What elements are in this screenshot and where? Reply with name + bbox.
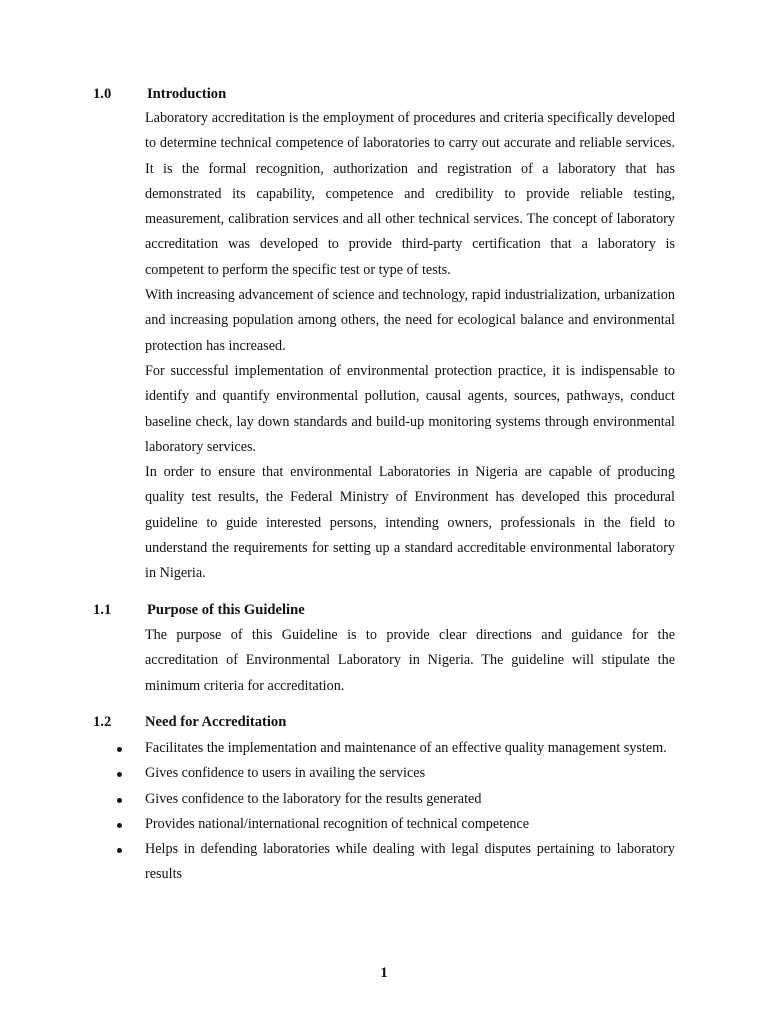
list-item [93,761,675,786]
list-item-text: Helps in defending laboratories while dealing with legal disputes pertaining to laboratory results [145,841,675,883]
bullet-icon [117,747,122,752]
section-title: Need for Accreditation [145,714,287,730]
list-item [93,812,675,837]
list-item-text: Provides national/international recognition of technical competence [145,815,530,832]
bullet-icon [117,772,122,777]
paragraph: For successful implementation of environmental protection practice, it is indispensable to identify and quantify environmental pollution, causal agents, sources, pathways, conduct baseline check, lay down standards and build-up monitoring systems through environmental laboratory services. [145,362,675,455]
section-number: 1.2 [93,714,112,730]
section-title: Purpose of this Guideline [147,602,305,618]
list-item-text: Facilitates the implementation and maintenance of an effective quality management system. [145,740,667,756]
section-number: 1.1 [93,602,112,618]
bullet-icon [117,848,122,853]
page-number: 1 [380,965,388,981]
bullet-list [93,736,675,888]
list-item [93,736,675,761]
list-item-text: Gives confidence to the laboratory for the results generated [145,790,482,807]
section-title: Introduction [147,86,227,102]
section-body-introduction [145,106,675,587]
section-number: 1.0 [93,86,112,102]
paragraph: With increasing advancement of science and technology, rapid industrialization, urbanization and increasing population among others, the need for ecological balance and environmental protection has increased. [145,287,675,354]
bullet-icon [117,798,122,803]
paragraph: In order to ensure that environmental Laboratories in Nigeria are capable of producing quality test results, the Federal Ministry of Environment has developed this procedural guideline to guide interested persons, intending owners, professionals in the field to understand the requirements for setting up a standard accreditable environmental laboratory in Nigeria. [145,464,675,582]
paragraph: Laboratory accreditation is the employment of procedures and criteria specifically developed to determine technical competence of laboratories to carry out accurate and reliable services. It is the formal recognition, authorization and registration of a laboratory that has demonstrated its capability, competence and credibility to provide reliable testing, measurement, calibration services and all other technical services. The concept of laboratory accreditation was developed to provide third-party certification that a laboratory is competent to perform the specific test or type of tests. [145,110,675,278]
section-heading-need [93,714,286,731]
list-item [93,787,675,812]
list-item [93,837,675,888]
list-item-text: Gives confidence to users in availing the services [145,765,426,782]
section-body-purpose [145,623,675,699]
section-heading-purpose [93,602,305,619]
bullet-icon [117,823,122,828]
section-heading-introduction [93,86,226,103]
paragraph: The purpose of this Guideline is to provide clear directions and guidance for the accreditation of Environmental Laboratory in Nigeria. The guideline will stipulate the minimum criteria for accreditation. [145,627,675,694]
